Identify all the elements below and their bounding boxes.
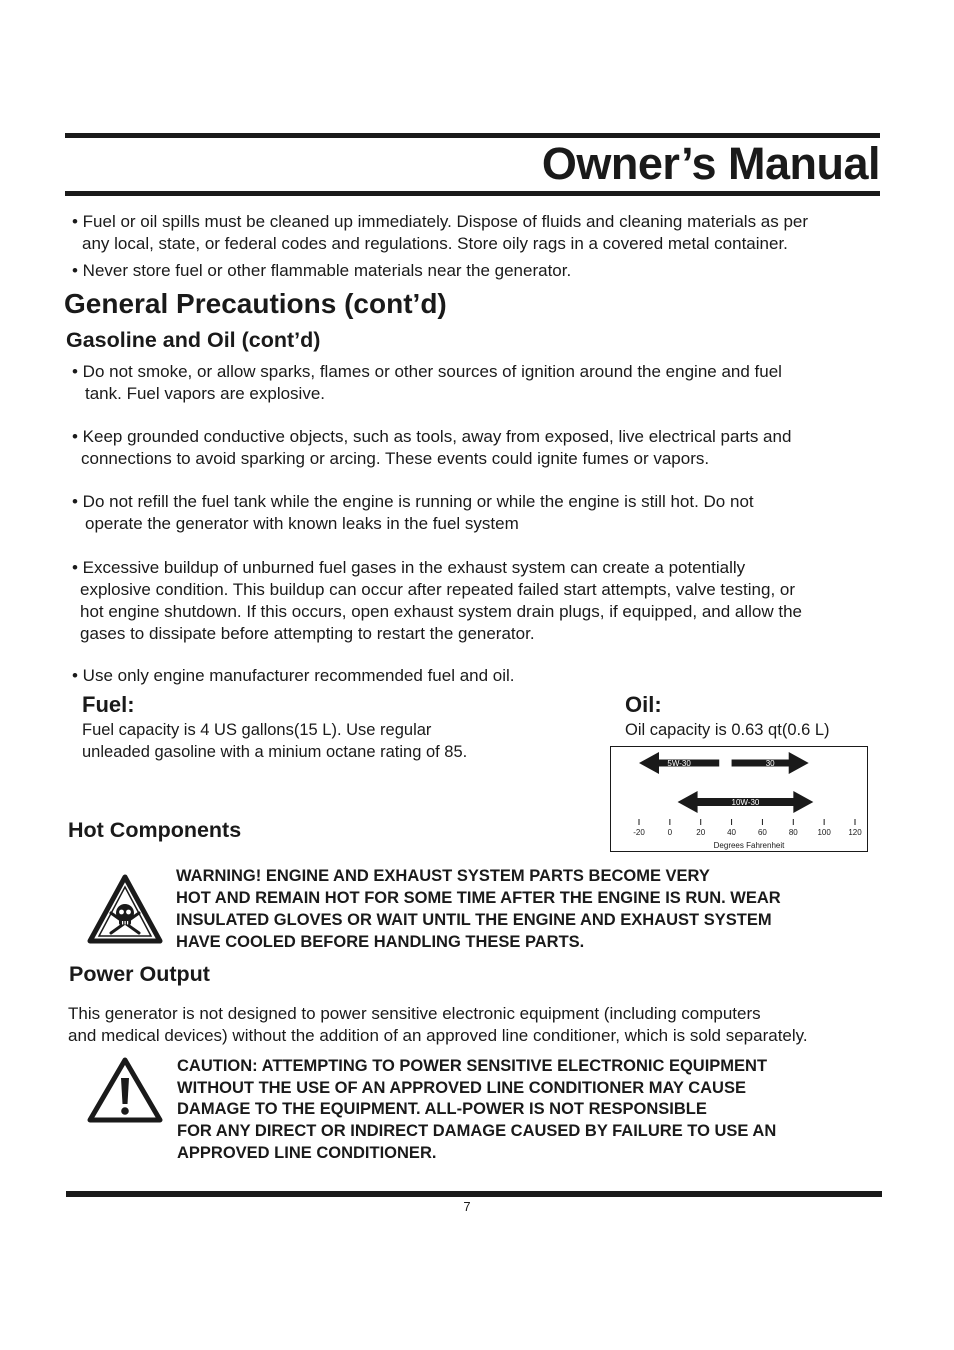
section-subtitle: Gasoline and Oil (cont’d) — [66, 328, 321, 352]
chart-x-axis-label: Degrees Fahrenheit — [713, 841, 785, 850]
gas-bullet-buildup-cont-1: explosive condition. This buildup can occur after repeated failed start attempts, valve testing, or — [80, 580, 796, 599]
viscosity-label-5w-30: 5W-30 — [667, 759, 691, 768]
gas-bullet-smoke: • Do not smoke, or allow sparks, flames or other sources of ignition around the engine and fuel — [72, 362, 782, 381]
gas-bullet-refill: • Do not refill the fuel tank while the engine is running or while the engine is still hot. Do not — [72, 492, 754, 511]
chart-tick-label: 80 — [788, 828, 798, 837]
page-number: 7 — [463, 1199, 471, 1214]
oil-viscosity-chart-svg — [611, 747, 869, 853]
intro-bullet-1: • Fuel or oil spills must be cleaned up immediately. Dispose of fluids and cleaning materials as per — [72, 212, 809, 231]
intro-bullet-2: • Never store fuel or other flammable materials near the generator. — [72, 261, 572, 280]
oil-viscosity-chart — [610, 746, 868, 852]
viscosity-label-10w-30: 10W-30 — [731, 798, 760, 807]
oil-text: Oil capacity is 0.63 qt(0.6 L) — [625, 721, 830, 739]
header-bottom-rule — [65, 191, 880, 196]
power-output-heading: Power Output — [69, 962, 210, 986]
chart-tick-label: 100 — [817, 828, 831, 837]
power-text-line-1: This generator is not designed to power sensitive electronic equipment (including computers — [68, 1004, 761, 1023]
fuel-heading: Fuel: — [82, 692, 135, 717]
chart-tick-label: 40 — [727, 828, 737, 837]
hot-warning-line-1: WARNING! ENGINE AND EXHAUST SYSTEM PARTS BECOME VERY — [176, 867, 710, 885]
hot-components-heading: Hot Components — [68, 818, 242, 842]
page-title: Owner’s Manual — [541, 138, 880, 189]
gas-bullet-grounded-cont: connections to avoid sparking or arcing. These events could ignite fumes or vapors. — [81, 449, 710, 468]
hot-warning-line-4: HAVE COOLED BEFORE HANDLING THESE PARTS. — [176, 933, 585, 951]
viscosity-label-30: 30 — [765, 759, 775, 768]
fuel-text-line-1: Fuel capacity is 4 US gallons(15 L). Use regular — [82, 721, 432, 739]
oil-heading: Oil: — [625, 692, 662, 717]
chart-tick-label: 20 — [696, 828, 706, 837]
intro-bullet-1-cont: any local, state, or federal codes and regulations. Store oily rags in a covered metal container. — [82, 234, 788, 253]
caution-line-5: APPROVED LINE CONDITIONER. — [177, 1144, 437, 1162]
gas-bullet-refill-cont: operate the generator with known leaks in the fuel system — [85, 514, 519, 533]
chart-tick-label: -20 — [633, 828, 645, 837]
gas-bullet-recommended: • Use only engine manufacturer recommended fuel and oil. — [72, 666, 515, 685]
chart-tick-label: 0 — [667, 828, 673, 837]
power-text-line-2: and medical devices) without the addition of an approved line conditioner, which is sold separately. — [68, 1026, 808, 1045]
caution-line-2: WITHOUT THE USE OF AN APPROVED LINE CONDITIONER MAY CAUSE — [177, 1079, 746, 1097]
chart-tick-label: 60 — [757, 828, 767, 837]
fuel-text-line-2: unleaded gasoline with a minium octane rating of 85. — [82, 743, 468, 761]
gas-bullet-buildup-cont-3: gases to dissipate before attempting to restart the generator. — [80, 624, 535, 643]
gas-bullet-grounded: • Keep grounded conductive objects, such as tools, away from exposed, live electrical parts and — [72, 427, 792, 446]
caution-line-1: CAUTION: ATTEMPTING TO POWER SENSITIVE ELECTRONIC EQUIPMENT — [177, 1057, 768, 1075]
section-title: General Precautions (cont’d) — [64, 288, 447, 319]
skull-warning-icon — [87, 873, 163, 945]
caution-line-3: DAMAGE TO THE EQUIPMENT. ALL-POWER IS NOT RESPONSIBLE — [177, 1100, 707, 1118]
hot-warning-line-3: INSULATED GLOVES OR WAIT UNTIL THE ENGINE AND EXHAUST SYSTEM — [176, 911, 772, 929]
gas-bullet-buildup-cont-2: hot engine shutdown. If this occurs, open exhaust system drain plugs, if equipped, and allow the — [80, 602, 803, 621]
caution-exclamation-icon — [87, 1056, 163, 1124]
gas-bullet-smoke-cont: tank. Fuel vapors are explosive. — [85, 384, 326, 403]
gas-bullet-buildup: • Excessive buildup of unburned fuel gases in the exhaust system can create a potentially — [72, 558, 746, 577]
hot-warning-line-2: HOT AND REMAIN HOT FOR SOME TIME AFTER THE ENGINE IS RUN. WEAR — [176, 889, 781, 907]
footer-rule — [66, 1191, 882, 1197]
caution-line-4: FOR ANY DIRECT OR INDIRECT DAMAGE CAUSED BY FAILURE TO USE AN — [177, 1122, 777, 1140]
chart-tick-label: 120 — [848, 828, 862, 837]
